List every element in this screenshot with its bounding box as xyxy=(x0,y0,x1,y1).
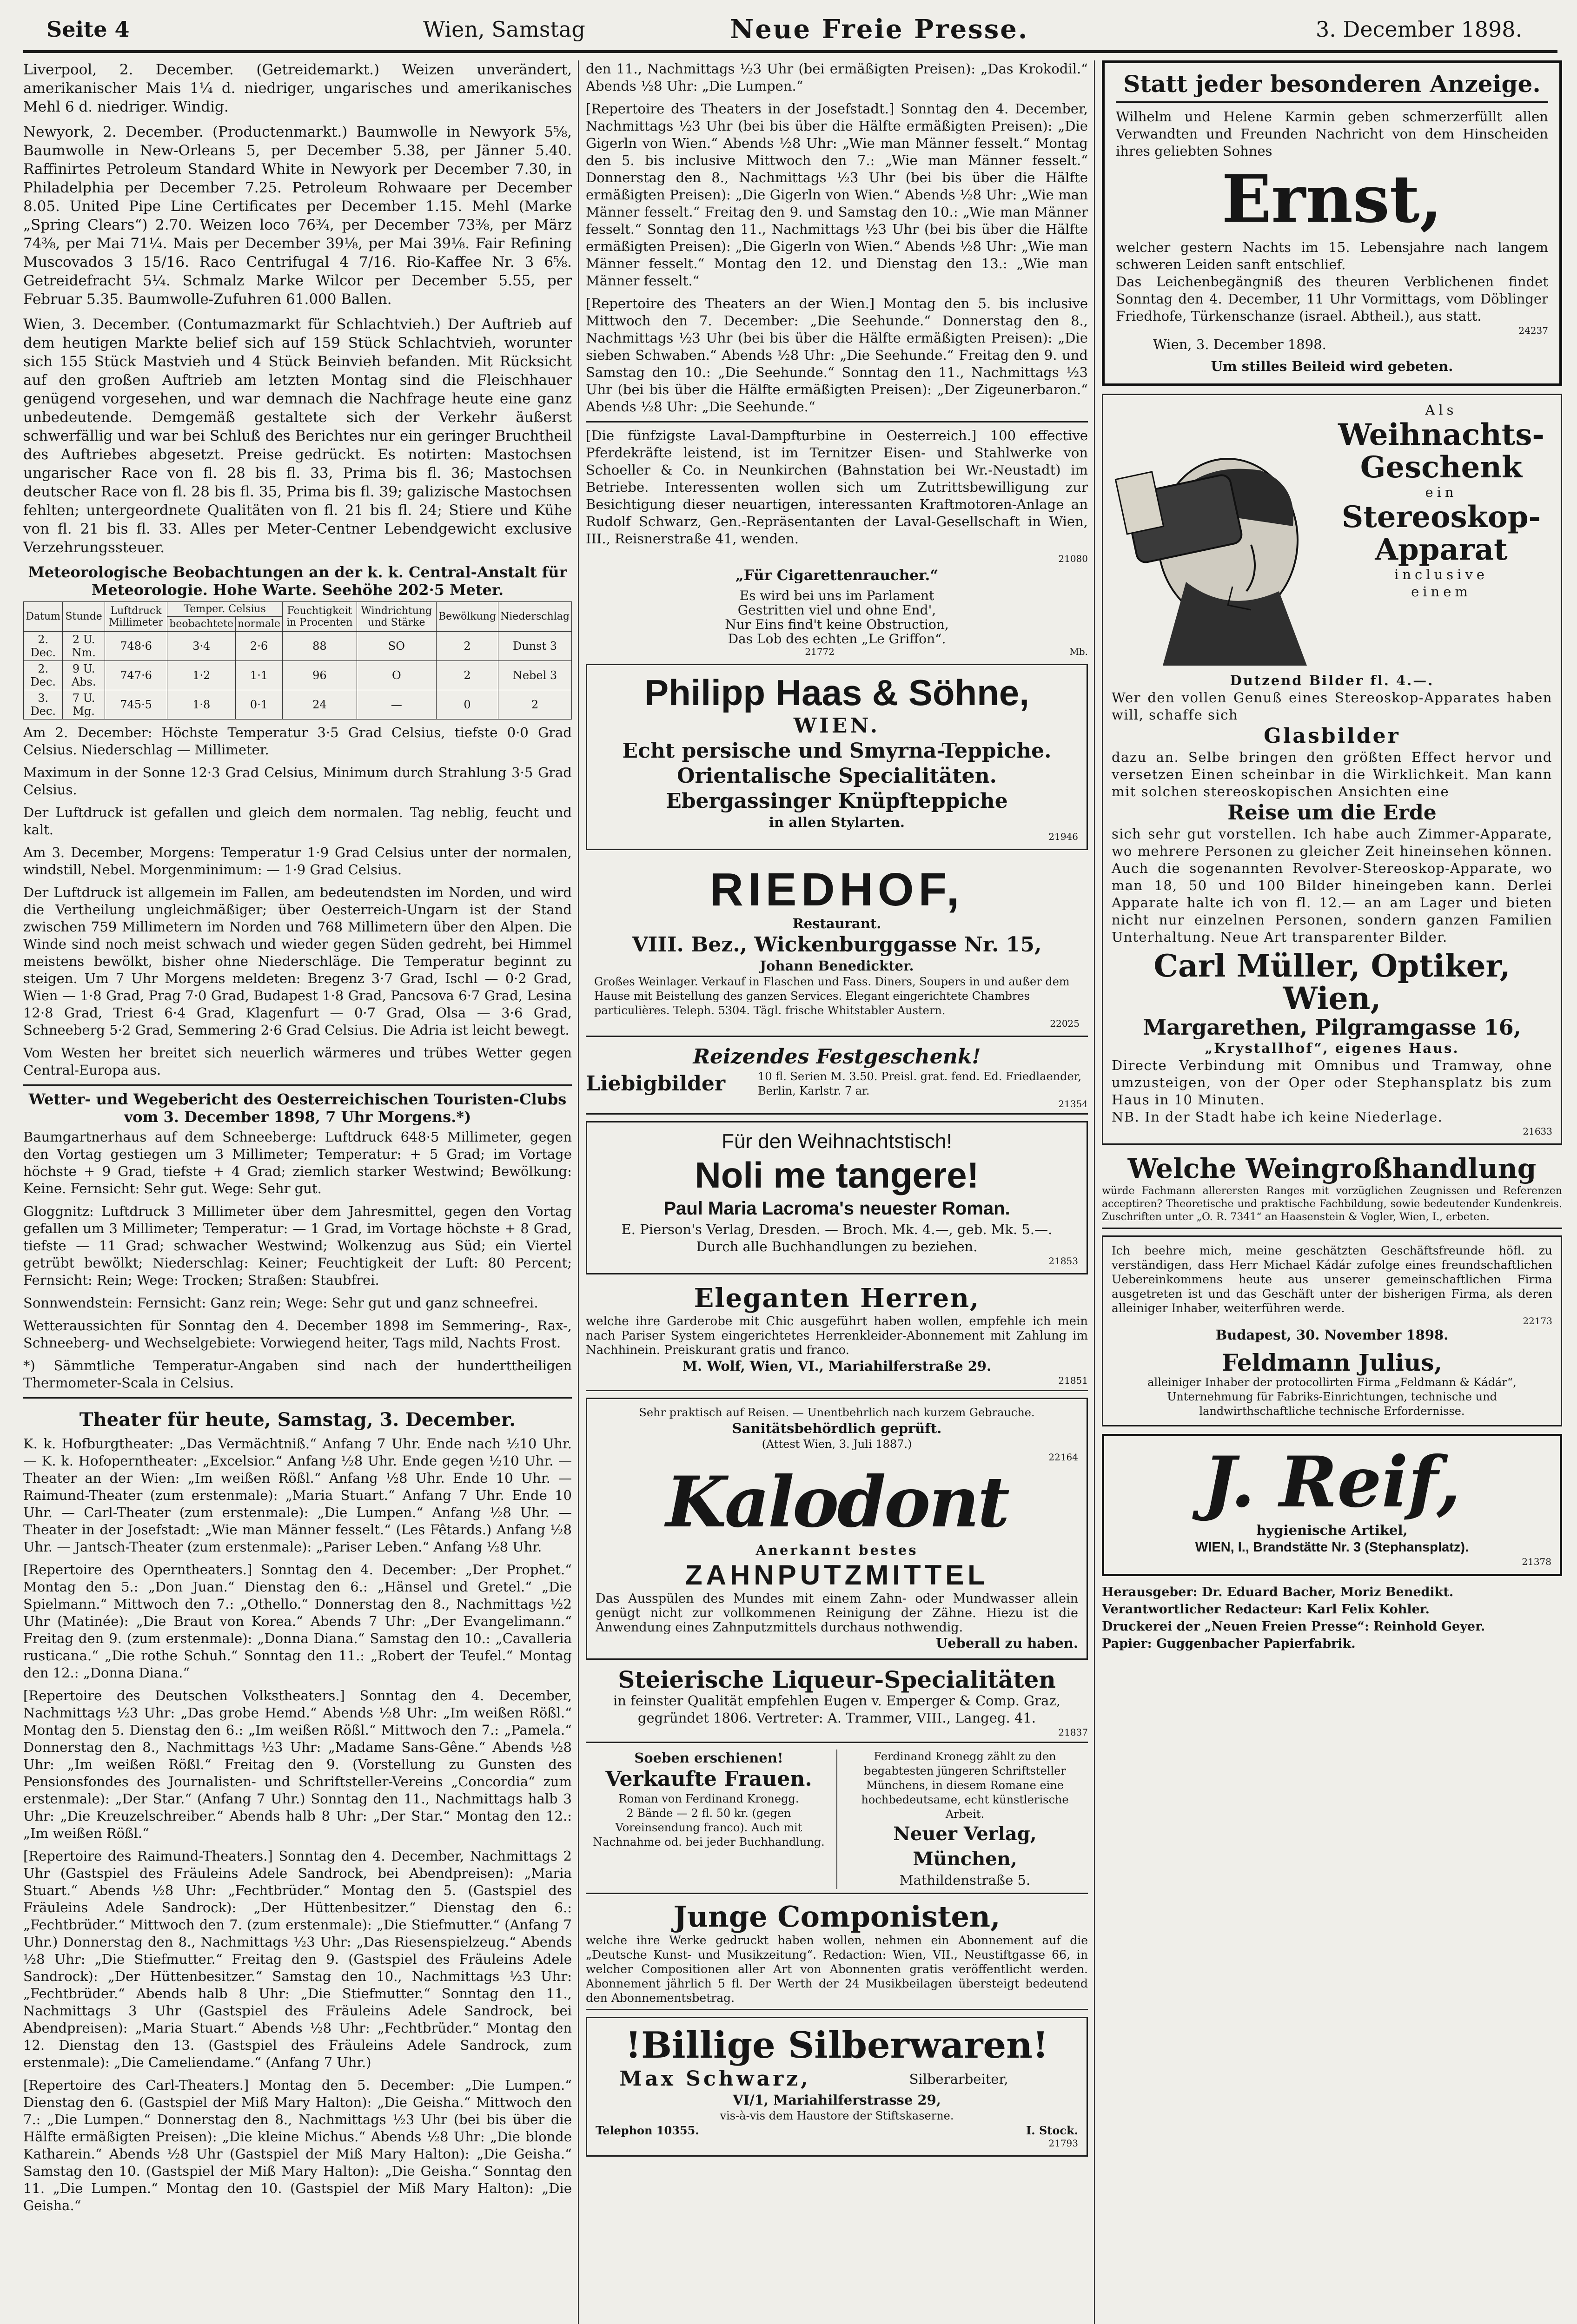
page-header xyxy=(23,13,1557,53)
ad-title: Stereoskop- xyxy=(1342,500,1541,535)
column-left xyxy=(23,60,572,2324)
ad-text: dazu an. Selbe bringen den größten Effect hervor und versetzen Einen scheinbar in die Wirklichkeit. Man kann mit solchen stereoskopischen Ansichten eine xyxy=(1112,749,1552,799)
ad-code: 21772 xyxy=(805,646,835,657)
ad-title: Geschenk xyxy=(1360,450,1523,485)
ad-text: einem xyxy=(1411,584,1471,600)
theatre-repertoire: [Repertoire des Deutschen Volkstheaters.] Sonntag den 4. December, Nachmittags ½3 Uhr: „Das grobe Hemd.“ Abends ½8 Uhr: „Im weißen Rößl.“ Montag den 5. Dienstag den 6.: „Im weißen Rößl.“ Mittwoch den 7.: „Pamela.“ Donnerstag den 8., Nachmittags ½3 Uhr: „Madame Sans-Gêne.“ Abends ½8 Uhr: „Im weißen Rößl.“ Freitag den 9. (Vorstellung zu Gunsten des Pensionsfondes des Journalisten- und Schriftsteller-Vereins „Concordia“ zum erstenmale): „Der Star.“ (Anfang 7 Uhr.) Sonntag den 11., Nachmittags halb 3 Uhr: „Die Kreuzelschreiber.“ Abends halb 8 Uhr: „Der Star.“ Montag den 12.: „Im weißen Rößl.“ xyxy=(23,1688,572,1841)
ad-text: in feinster Qualität empfehlen Eugen v. Emperger & Comp. Graz, gegründet 1806. Vertreter: A. Trammer, VIII., Langeg. 41. xyxy=(613,1693,1060,1726)
table-cell: Nebel 3 xyxy=(498,661,572,690)
table-cell: 3·4 xyxy=(167,632,236,661)
ad-house: „Krystallhof“, eigenes Haus. xyxy=(1205,1040,1459,1056)
imprint xyxy=(1102,1584,1562,1652)
ad-address: M. Wolf, Wien, VI., Mariahilferstraße 29. xyxy=(682,1358,992,1374)
ad-text: Durch alle Buchhandlungen zu beziehen. xyxy=(696,1239,978,1254)
ad-code: 22025 xyxy=(1050,1018,1080,1029)
ad-text: würde Fachmann allerersten Ranges mit vorzüglichen Zeugnissen und Referenzen acceptiren? Theoretische und praktische Fachbildung, sowie bedeutender Kundenkreis. Zuschriften unter „O. R. 7341“ an Haasenstein & Vogler, Wien, I., erbeten. xyxy=(1102,1185,1562,1223)
verse-line: Das Lob des echten „Le Griffon“. xyxy=(728,631,946,647)
ad-title: Apparat xyxy=(1375,532,1508,567)
ad-title: Junge Componisten, xyxy=(673,1900,1001,1934)
notice-footer: Um stilles Beileid wird gebeten. xyxy=(1211,358,1453,374)
place-day: Wien, Samstag xyxy=(423,17,585,42)
table-cell: 24 xyxy=(283,690,357,720)
table-header: Temper. Celsius xyxy=(167,602,283,617)
issue-date: 3. December 1898. xyxy=(1316,17,1523,42)
market-report: Newyork, 2. December. (Productenmarkt.) Baumwolle in Newyork 5⅝, Baumwolle in New-Orleans 5, per December 5.38, per Jänner 5.40. Raffinirtes Petroleum Standard White in Newyork per December 7.30, in Philadelphia per December 7.25. Petroleum Rohwaare per December 8.05. United Pipe Line Certificates per December 1.15. Mehl (Marke „Spring Clears“) 2.70. Weizen loco 76¾, per December 73⅜, per März 74⅜, per Mai 71¼. Mais per December 39⅛, per Mai 39⅛. Fair Refining Muscovados 3 15/16. Raco Centrifugal 4 7/16. Rio-Kaffee Nr. 3 6⅝. Getreidefracht 5¼. Schmalz Marke Wilcor per December 5.55, per Februar 5.35. Baumwolle-Zufuhren 61.000 Ballen. xyxy=(23,124,572,308)
man-with-stereoscope-illustration xyxy=(1112,405,1330,666)
imprint-line: Herausgeber: Dr. Eduard Bacher, Moriz Benedikt. xyxy=(1102,1585,1454,1599)
ad-code: 24237 xyxy=(1518,325,1548,336)
weather-text: Der Luftdruck ist gefallen und gleich dem normalen. Tag neblig, feucht und kalt. xyxy=(23,805,572,838)
kalodont-ad xyxy=(586,1398,1088,1660)
feldmann-ad xyxy=(1102,1235,1562,1426)
theatre-repertoire: [Repertoire des Theaters in der Josefstadt.] Sonntag den 4. December, Nachmittags ½3 Uhr (bei bis über die Hälfte ermäßigten Preisen): „Die Gigerln von Wien.“ Abends ½8 Uhr: „Wie man Männer fesselt.“ Montag den 5. bis inclusive Mittwoch den 7.: „Wie man Männer fesselt.“ Donnerstag den 8., Nachmittags ½3 Uhr (bei bis über die Hälfte ermäßigten Preisen): „Die Gigerln von Wien.“ Abends ½8 Uhr: „Wie man Männer fesselt.“ Freitag den 9. und Samstag den 10.: „Wie man Männer fesselt.“ Sonntag den 11., Nachmittags ½3 Uhr (bei bis über die Hälfte ermäßigten Preisen): „Die Gigerln von Wien.“ Abends ½8 Uhr: „Wie man Männer fesselt.“ Montag den 12. und Dienstag den 13.: „Wie man Männer fesselt.“ xyxy=(586,101,1088,289)
reif-ad xyxy=(1102,1434,1562,1576)
table-cell: 3. Dec. xyxy=(24,690,63,720)
ad-sub: Roman von Ferdinand Kronegg. xyxy=(618,1792,799,1805)
imprint-line: Verantwortlicher Redacteur: Karl Felix Kohler. xyxy=(1102,1602,1430,1617)
verse-line: Nur Eins find't keine Obstruction, xyxy=(725,617,949,632)
ad-title: Noli me tangere! xyxy=(695,1155,979,1195)
table-header: beobachtete xyxy=(167,617,236,632)
page-number: Seite 4 xyxy=(46,17,130,42)
table-cell: 2. Dec. xyxy=(24,661,63,690)
weather-text: Der Luftdruck ist allgemein im Fallen, am bedeutendsten im Norden, und wird die Vertheilung ungleichmäßiger; über Oesterreich-Ungarn ist der Stand zwischen 759 Millimetern im Norden und 768 Millimetern über den Alpen. Die Winde sind noch meist schwach und wieder gegen Süden gedreht, bei Himmel meistens bewölkt, bisher ohne Niederschläge. Die Temperatur beginnt zu steigen. Um 7 Uhr Morgens meldeten: Bregenz 3·7 Grad, Ischl — 0·2 Grad, Wien — 1·8 Grad, Prag 7·0 Grad, Budapest 1·8 Grad, Pancsova 6·7 Grad, Lesina 12·8 Grad, Triest 6·4 Grad, Klagenfurt — 0·7 Grad, Olsa — 3·6 Grad, Schneeberg 5·2 Grad, Semmering 2·6 Grad Celsius. Die Adria ist leicht bewegt. xyxy=(23,885,572,1038)
table-header: Bewölkung xyxy=(436,602,498,632)
ad-text: NB. In der Stadt habe ich keine Niederlage. xyxy=(1112,1109,1443,1125)
theatre-repertoire: [Repertoire des Carl-Theaters.] Montag den 5. December: „Die Lumpen.“ Dienstag den 6. (Gastspiel der Miß Mary Halton): „Die Geisha.“ Mittwoch den 7.: „Die Lumpen.“ Donnerstag den 8., Nachmittags ½3 Uhr (bei bis über die Hälfte ermäßigten Preisen): „Die kleine Michus.“ Abends ½8 Uhr: „Die blonde Katharein.“ Abends ½8 Uhr (Gastspiel der Miß Mary Halton): „Die Geisha.“ Samstag den 10. (Gastspiel der Miß Mary Halton): „Die Geisha.“ Sonntag den 11. „Die Lumpen.“ Montag den 10. (Gastspiel der Miß Mary Halton): „Die Geisha.“ xyxy=(23,2077,572,2213)
column-right xyxy=(1102,60,1562,2324)
haas-ad xyxy=(586,664,1088,850)
herren-ad xyxy=(586,1282,1088,1391)
table-header: Feuchtigkeit in Procenten xyxy=(283,602,357,632)
ad-code: 21853 xyxy=(1048,1255,1078,1267)
table-cell: Dunst 3 xyxy=(498,632,572,661)
ad-sub: Paul Maria Lacroma's neuester Roman. xyxy=(663,1198,1010,1219)
ad-address: Mathildenstraße 5. xyxy=(899,1872,1031,1888)
ad-highlight: Reise um die Erde xyxy=(1227,801,1437,825)
theatre-repertoire: [Repertoire des Theaters an der Wien.] Montag den 5. bis inclusive Mittwoch den 7. December: „Die Seehunde.“ Donnerstag den 8., Nachmittags ½3 Uhr (bei bis über die Hälfte ermäßigten Preisen): „Die sieben Schwaben.“ Abends ½8 Uhr: „Die Seehunde.“ Freitag den 9. und Samstag den 10.: „Die Seehunde.“ Sonntag den 11., Nachmittags ½3 Uhr (bei bis über die Hälfte ermäßigten Preisen): „Der Zigeunerbaron.“ Abends ½8 Uhr: „Die Seehunde.“ xyxy=(586,296,1088,415)
ad-text: vis-à-vis dem Haustore der Stiftskaserne. xyxy=(720,2109,954,2122)
ad-city: WIEN. xyxy=(793,714,881,738)
ad-address: WIEN, I., Brandstätte Nr. 3 (Stephansplatz). xyxy=(1195,1540,1469,1555)
table-row xyxy=(24,690,572,720)
table-cell: 748·6 xyxy=(105,632,167,661)
kalodont-logo: Kalodont xyxy=(666,1461,1008,1543)
ad-line: Ebergassinger Knüpfteppiche xyxy=(666,789,1008,813)
signature: Mb. xyxy=(1069,646,1088,657)
ad-title: Weihnachts- xyxy=(1338,417,1544,452)
ad-text: 2 Bände — 2 fl. 50 kr. (gegen Voreinsendung franco). Auch mit Nachnahme od. bei jeder Buchhandlung. xyxy=(593,1807,825,1849)
ad-code: 22173 xyxy=(1523,1315,1552,1327)
weather-text: Am 2. December: Höchste Temperatur 3·5 Grad Celsius, tiefste 0·0 Grad Celsius. Niederschlag — Millimeter. xyxy=(23,725,572,758)
ad-name: Max Schwarz, xyxy=(619,2067,811,2091)
ad-code: 21837 xyxy=(1058,1727,1088,1738)
table-cell: 2 xyxy=(498,690,572,720)
death-notice xyxy=(1102,60,1562,386)
touring-text: Gloggnitz: Luftdruck 3 Millimeter über dem Jahresmittel, gegen den Vortag gefallen um 3 Millimeter; Temperatur: — 1 Grad, im Vortage höchste + 8 Grad, tiefste — 11 Grad; schwacher Westwind; Wolkenzug aus Süd; ein Viertel getrübt bewölkt; Niederschlag: Keiner; Feuchtigkeit der Luft: 80 Percent; Fernsicht: Rein; Wege: Trocken; Straßen: Staubfrei. xyxy=(23,1203,572,1288)
ad-text: alleiniger Inhaber der protocollirten Firma „Feldmann & Kádár“, Unternehmung für Fabriks-Einrichtungen, technische und landwirthschaftliche technische Erfordernisse. xyxy=(1147,1376,1517,1418)
ad-title: „Für Cigarettenraucher.“ xyxy=(735,567,939,584)
theatre-repertoire: [Repertoire des Operntheaters.] Sonntag den 4. December: „Der Prophet.“ Montag den 5.: „Don Juan.“ Dienstag den 6.: „Hänsel und Gretel.“ „Die Spielmann.“ Mittwoch den 7.: „Othello.“ Donnerstag den 8., Nachmittags ½2 Uhr (Matinée): „Die Braut von Korea.“ Abends 7 Uhr: „Der Evangelimann.“ Freitag den 9. (zum erstenmale): „Donna Diana.“ Samstag den 10.: „Cavalleria rusticana.“ „Die rothe Schuh.“ Sonntag den 11.: „Robert der Teufel.“ Montag den 12.: „Donna Diana.“ xyxy=(23,1562,572,1681)
table-cell: 2·6 xyxy=(236,632,283,661)
table-cell: — xyxy=(357,690,436,720)
ad-text: Großes Weinlager. Verkauf in Flaschen und Fass. Diners, Soupers in und außer dem Hause mit Beistellung des ganzen Services. Elegant eingerichtete Chambres particulières. Teleph. 5304. Tägl. frische Whitstabler Austern. xyxy=(594,975,1070,1017)
meteorology-title: Meteorologische Beobachtungen an der k. k. Central-Anstalt für Meteorologie. Hohe Warte. Seehöhe 202·5 Meter. xyxy=(28,563,567,599)
ad-text: Wer den vollen Genuß eines Stereoskop-Apparates haben will, schaffe sich xyxy=(1112,690,1552,723)
ad-title: !Billige Silberwaren! xyxy=(625,2024,1049,2067)
table-header: Stunde xyxy=(63,602,105,632)
noli-ad xyxy=(586,1121,1088,1274)
ad-text: Sanitätsbehördlich geprüft. xyxy=(732,1420,942,1436)
notice-date: Wien, 3. December 1898. xyxy=(1153,337,1326,352)
table-cell: 88 xyxy=(283,632,357,661)
table-header: Niederschlag xyxy=(498,602,572,632)
ad-line: in allen Stylarten. xyxy=(769,814,905,830)
ad-text: Ferdinand Kronegg zählt zu den begabtesten jüngeren Schriftsteller Münchens, in diesem Romane eine hochbedeutsame, echt künstlerische Arbeit. xyxy=(861,1750,1069,1821)
ad-name: Feldmann Julius, xyxy=(1222,1349,1442,1376)
notice-text: Das Leichenbegängniß des theuren Verblichenen findet Sonntag den 4. December, 11 Uhr Vormittags, vom Döblinger Friedhofe, Türkenschanze (israel. Abtheil.), aus statt. xyxy=(1116,274,1548,324)
ad-text: (Attest Wien, 3. Juli 1887.) xyxy=(762,1438,912,1451)
ad-title: RIEDHOF, xyxy=(709,864,964,916)
table-cell: 1·1 xyxy=(236,661,283,690)
ad-publisher: Neuer Verlag, München, xyxy=(893,1823,1037,1870)
touring-text: Wetteraussichten für Sonntag den 4. December 1898 im Semmering-, Rax-, Schneeberg- und Wechselgebiete: Vorwiegend heiter, Tags mild, Nachts Frost. xyxy=(23,1318,572,1351)
divider xyxy=(23,1084,572,1086)
notice-head: Statt jeder besonderen Anzeige. xyxy=(1116,72,1548,103)
ad-text: Das Ausspülen des Mundes mit einem Zahn- oder Mundwasser allein genügt nicht zur vollkommenen Reinigung der Zähne. Hiezu ist die Anwendung eines Zahnputzmittels durchaus nothwendig. xyxy=(596,1591,1078,1635)
theatre-repertoire: den 11., Nachmittags ½3 Uhr (bei ermäßigten Preisen): „Das Krokodil.“ Abends ½8 Uhr: „Die Lumpen.“ xyxy=(586,61,1088,94)
ad-text: ein xyxy=(1425,484,1458,500)
ad-highlight: Glasbilder xyxy=(1264,724,1400,748)
ad-code: 21946 xyxy=(1048,831,1078,842)
verse-line: Es wird bei uns im Parlament xyxy=(739,588,934,603)
stereoscope-ad xyxy=(1102,394,1562,1145)
ad-code: 21633 xyxy=(1523,1126,1552,1137)
notice-text: welcher gestern Nachts im 15. Lebensjahre nach langem schweren Leiden sanft entschlief. xyxy=(1116,239,1548,272)
silber-ad xyxy=(586,2017,1088,2157)
table-row xyxy=(24,661,572,690)
ad-line: Orientalische Specialitäten. xyxy=(677,764,997,788)
table-header: Windrichtung und Stärke xyxy=(357,602,436,632)
ad-code: 22164 xyxy=(1048,1452,1078,1463)
table-cell: 2 U. Nm. xyxy=(63,632,105,661)
imprint-line: Druckerei der „Neuen Freien Presse“: Reinhold Geyer. xyxy=(1102,1619,1485,1634)
ad-owner: Johann Benedickter. xyxy=(760,958,914,974)
weather-text: Vom Westen her breitet sich neuerlich wärmeres und trübes Wetter gegen Central-Europa aus. xyxy=(23,1045,572,1078)
ad-title: Welche Weingroßhandlung xyxy=(1127,1153,1537,1184)
weingrosshandlung-ad xyxy=(1102,1152,1562,1229)
verse-line: Gestritten viel und ohne End', xyxy=(737,602,936,618)
table-header: Datum xyxy=(24,602,63,632)
ad-text: 10 fl. Serien M. 3.50. Preisl. grat. fend. Ed. Friedlaender, Berlin, Karlstr. 7 ar. xyxy=(758,1070,1082,1097)
ad-text: welche ihre Garderobe mit Chic ausgeführt haben wollen, empfehle ich mein nach Pariser System eingerichtetes Herrenkleider-Abonnement mit Zahlung im Nachhinein. Preiskurant gratis und franco. xyxy=(586,1314,1088,1357)
table-cell: 0 xyxy=(436,690,498,720)
weather-text: Am 3. December, Morgens: Temperatur 1·9 Grad Celsius unter der normalen, windstill, Nebel. Morgenminimum: — 1·9 Grad Celsius. xyxy=(23,845,572,878)
ad-head: Soeben erschienen! xyxy=(634,1750,783,1766)
cigarette-ad xyxy=(586,567,1088,657)
ad-text: welche ihre Werke gedruckt haben wollen, nehmen ein Abonnement auf die „Deutsche Kunst- und Musikzeitung“. Redaction: Wien, VII., Neustiftgasse 66, in welcher Compositionen aller Art von Abonnenten gratis veröffentlicht werden. Abonnement jährlich 5 fl. Der Werth der 24 Musikbeilagen übersteigt bedeutend den Abonnementsbetrag. xyxy=(586,1934,1088,2005)
ad-title: Philipp Haas & Söhne, xyxy=(644,672,1029,713)
ad-title: Liebigbilder xyxy=(586,1072,726,1096)
turbine-notice: [Die fünfzigste Laval-Dampfturbine in Oesterreich.] 100 effective Pferdekräfte leistend, ist im Ternitzer Eisen- und Stahlwerke von Schoeller & Co. in Neunkirchen (Bahnstation bei Wr.-Neustadt) im Betriebe. Interessenten wollen sich um Zutrittsbewilligung zur Besichtigung dieser neuartigen, interessanten Kraftmotoren-Anlage an Rudolf Schwarz, Gen.-Repräsentanten der Laval-Gesellschaft in Wien, III., Reisnerstraße 41, wenden. xyxy=(586,428,1088,547)
ad-code: 21378 xyxy=(1522,1556,1551,1567)
weather-text: Maximum in der Sonne 12·3 Grad Celsius, Minimum durch Strahlung 3·5 Grad Celsius. xyxy=(23,765,572,798)
ad-head: Reizendes Festgeschenk! xyxy=(693,1045,981,1069)
ad-text: Ich beehre mich, meine geschätzten Geschäftsfreunde höfl. zu verständigen, dass Herr Michael Kádár zufolge eines freundschaftlichen Uebereinkommens heute aus unserer gemeinschaftlichen Firma ausgetreten ist und das Geschäft unter der bisherigen Firma, als deren alleiniger Inhaber, weiterführen werde. xyxy=(1112,1244,1552,1315)
ad-title: Eleganten Herren, xyxy=(694,1283,980,1314)
ad-line: Echt persische und Smyrna-Teppiche. xyxy=(622,739,1052,763)
table-cell: 2 xyxy=(436,632,498,661)
ad-phone: Telephon 10355. xyxy=(596,2124,699,2137)
ad-line: Restaurant. xyxy=(792,916,881,931)
table-cell: 9 U. Abs. xyxy=(63,661,105,690)
notice-text: Wilhelm und Helene Karmin geben schmerzerfüllt allen Verwandten und Freunden Nachricht von dem Hinscheiden ihres geliebten Sohnes xyxy=(1116,109,1548,159)
ad-address: VIII. Bez., Wickenburggasse Nr. 15, xyxy=(632,933,1042,957)
ad-text: inclusive xyxy=(1394,567,1488,582)
liqueur-ad xyxy=(586,1667,1088,1743)
ad-product: ZAHNPUTZMITTEL xyxy=(685,1559,988,1591)
theatre-listing: K. k. Hofburgtheater: „Das Vermächtniß.“ Anfang 7 Uhr. Ende nach ½10 Uhr. — K. k. Hofoperntheater: „Excelsior.“ Anfang ½8 Uhr. Ende gegen ½10 Uhr. — Theater an der Wien: „Im weißen Rößl.“ Anfang ½8 Uhr. Ende 10 Uhr. — Raimund-Theater (zum erstenmale): „Maria Stuart.“ Anfang 7 Uhr. Ende 10 Uhr. — Carl-Theater (zum erstenmale): „Die Lumpen.“ Anfang ½8 Uhr. — Theater in der Josefstadt: „Wie man Männer fesselt.“ (Les Fêtards.) Anfang ½8 Uhr. — Jantsch-Theater (zum erstenmale): „Pariser Leben.“ Anfang ½8 Uhr. xyxy=(23,1436,572,1555)
ad-text: Sehr praktisch auf Reisen. — Unentbehrlich nach kurzem Gebrauche. xyxy=(639,1406,1035,1419)
imprint-line: Papier: Guggenbacher Papierfabrik. xyxy=(1102,1637,1356,1651)
market-report: Wien, 3. December. (Contumazmarkt für Schlachtvieh.) Der Auftrieb auf dem heutigen Markte belief sich auf 159 Stück Schlachtvieh, worunter sich 155 Stück Mastvieh und 4 Stück Beinvieh befanden. Mit Rücksicht auf den großen Auftrieb am letzten Montag sind die Fleischhauer genügend vorgesehen, und war demnach die Nachfrage heute eine ganz unbedeutende. Demgemäß gestaltete sich der Verkehr äußerst schwerfällig und war bei Schluß des Berichtes nur ein geringer Bruchtheil des Auftriebes abgesetzt. Preise gedrückt. Es notirten: Mastochsen ungarischer Race von fl. 28 bis fl. 33, Prima bis fl. 36; Mastochsen deutscher Race von fl. 28 bis fl. 35, Prima bis fl. 39; galizische Mastochsen fehlten; untergeordnete Qualitäten von fl. 21 bis fl. 24; Stiere und Kühe von fl. 21 bis fl. 33. Alles per Meter-Centner Lebendgewicht exclusive Verzehrungssteuer. xyxy=(23,316,572,556)
ad-price: Dutzend Bilder fl. 4.—. xyxy=(1230,673,1434,688)
ad-sub: Anerkannt bestes xyxy=(755,1542,918,1558)
ad-code: 21793 xyxy=(1048,2138,1078,2149)
ad-title: Steierische Liqueur-Specialitäten xyxy=(618,1666,1056,1693)
table-header: normale xyxy=(236,617,283,632)
riedhof-ad xyxy=(586,858,1088,1037)
table-cell: 1·8 xyxy=(167,690,236,720)
ad-sub: hygienische Artikel, xyxy=(1256,1522,1408,1538)
table-cell: O xyxy=(357,661,436,690)
componisten-ad xyxy=(586,1901,1088,2010)
table-cell: 96 xyxy=(283,661,357,690)
ad-text: Als xyxy=(1425,402,1458,418)
ad-head: Für den Weihnachtstisch! xyxy=(722,1130,952,1153)
table-header: Luftdruck Millimeter xyxy=(105,602,167,632)
table-row xyxy=(24,632,572,661)
theatre-title: Theater für heute, Samstag, 3. December. xyxy=(79,1409,516,1431)
ad-code: 21080 xyxy=(1058,553,1088,564)
touring-text: Baumgartnerhaus auf dem Schneeberge: Luftdruck 648·5 Millimeter, gegen den Vortag gestiegen um 3 Millimeter; Temperatur: + 5 Grad; im Vortage höchste + 9 Grad, tiefste + 4 Grad; ziemlich starker Westwind; Bewölkung: Keine. Fernsicht: Sehr gut. Wege: Sehr gut. xyxy=(23,1129,572,1196)
ad-code: 21354 xyxy=(1058,1098,1088,1109)
touring-title: Wetter- und Wegebericht des Oesterreichischen Touristen-Clubs vom 3. December 1898, 7 Uhr Morgens.*) xyxy=(28,1090,567,1126)
ad-firm: Carl Müller, Optiker, Wien, xyxy=(1153,948,1511,1017)
ad-text: Directe Verbindung mit Omnibus und Tramway, ohne umzusteigen, von der Oper oder Stephansplatz bis zum Haus in 10 Minuten. xyxy=(1112,1057,1552,1108)
liebig-ad xyxy=(586,1044,1088,1115)
ad-text: E. Pierson's Verlag, Dresden. — Broch. Mk. 4.—, geb. Mk. 5.—. xyxy=(621,1221,1053,1237)
theatre-repertoire: [Repertoire des Raimund-Theaters.] Sonntag den 4. December, Nachmittags 2 Uhr (Gastspiel des Fräuleins Adele Sandrock, bei Abendpreisen): „Maria Stuart.“ Abends ½8 Uhr: „Fechtbrüder.“ Montag den 5. (Gastspiel des Fräuleins Adele Sandrock): „Der Hüttenbesitzer.“ Dienstag den 6.: „Fechtbrüder.“ Mittwoch den 7. (zum erstenmale): „Die Stiefmutter.“ (Anfang 7 Uhr.) Donnerstag den 8., Nachmittags ½3 Uhr: „Das Riesenspielzeug.“ Abends ½8 Uhr: „Die Stiefmutter.“ Freitag den 9. (Gastspiel des Fräuleins Adele Sandrock): „Der Hüttenbesitzer.“ Samstag den 10., Nachmittags ½3 Uhr: „Fechtbrüder.“ Abends halb 8 Uhr: „Die Stiefmutter.“ Sonntag den 11., Nachmittags 3 Uhr (Gastspiel des Fräuleins Adele Sandrock, bei Abendpreisen): „Maria Stuart.“ Abends ½8 Uhr: „Fechtbrüder.“ Montag den 12. Dienstag den 13. (Gastspiel des Fräuleins Adele Sandrock, zum erstenmale): „Die Cameliendame.“ (Anfang 7 Uhr.) xyxy=(23,1848,572,2070)
deceased-name: Ernst, xyxy=(1221,161,1443,238)
ad-role: Silberarbeiter, xyxy=(909,2071,1008,2087)
column-rule xyxy=(1094,60,1095,2324)
meteorology-table xyxy=(23,601,572,720)
ad-text: sich sehr gut vorstellen. Ich habe auch Zimmer-Apparate, wo mehrere Personen zu gleicher Zeit hineinsehen können. Auch die sogenannten Revolver-Stereoskop-Apparate, wo man 18, 50 und 100 Bilder hineingeben kann. Derlei Apparate halte ich von fl. 12.— an am Lager und bieten nicht nur einzelnen Personen, sondern ganzen Familien Unterhaltung. Neue Art transparenter Bilder. xyxy=(1112,826,1552,945)
divider xyxy=(23,1397,572,1399)
column-rule xyxy=(578,60,579,2324)
table-cell: SO xyxy=(357,632,436,661)
ad-address: VI/1, Mariahilferstrasse 29, xyxy=(733,2092,941,2108)
masthead: Neue Freie Presse. xyxy=(730,14,1029,45)
table-cell: 747·6 xyxy=(105,661,167,690)
table-cell: 2 xyxy=(436,661,498,690)
ad-title: J. Reif, xyxy=(1203,1441,1461,1523)
ad-tag: Ueberall zu haben. xyxy=(935,1635,1078,1651)
touring-text: Sonnwendstein: Fernsicht: Ganz rein; Wege: Sehr gut und ganz schneefrei. xyxy=(23,1295,538,1311)
touring-footnote: *) Sämmtliche Temperatur-Angaben sind nach der hunderttheiligen Thermometer-Scala in Celsius. xyxy=(23,1358,572,1391)
table-cell: 745·5 xyxy=(105,690,167,720)
ad-address: Margarethen, Pilgramgasse 16, xyxy=(1143,1015,1521,1040)
ad-floor: I. Stock. xyxy=(1026,2124,1078,2137)
column-middle xyxy=(586,60,1088,2324)
table-cell: 2. Dec. xyxy=(24,632,63,661)
market-report: Liverpool, 2. December. (Getreidemarkt.) Weizen unverändert, amerikanischer Mais 1¼ d. niedriger, ungarisches und amerikanisches Mehl 6 d. niedriger. Windig. xyxy=(23,61,572,115)
table-cell: 0·1 xyxy=(236,690,283,720)
divider xyxy=(586,421,1088,423)
ad-date: Budapest, 30. November 1898. xyxy=(1215,1327,1449,1343)
ad-title: Verkaufte Frauen. xyxy=(605,1767,812,1791)
table-cell: 1·2 xyxy=(167,661,236,690)
ad-code: 21851 xyxy=(1058,1375,1088,1386)
table-cell: 7 U. Mg. xyxy=(63,690,105,720)
book-ad xyxy=(586,1750,1088,1894)
